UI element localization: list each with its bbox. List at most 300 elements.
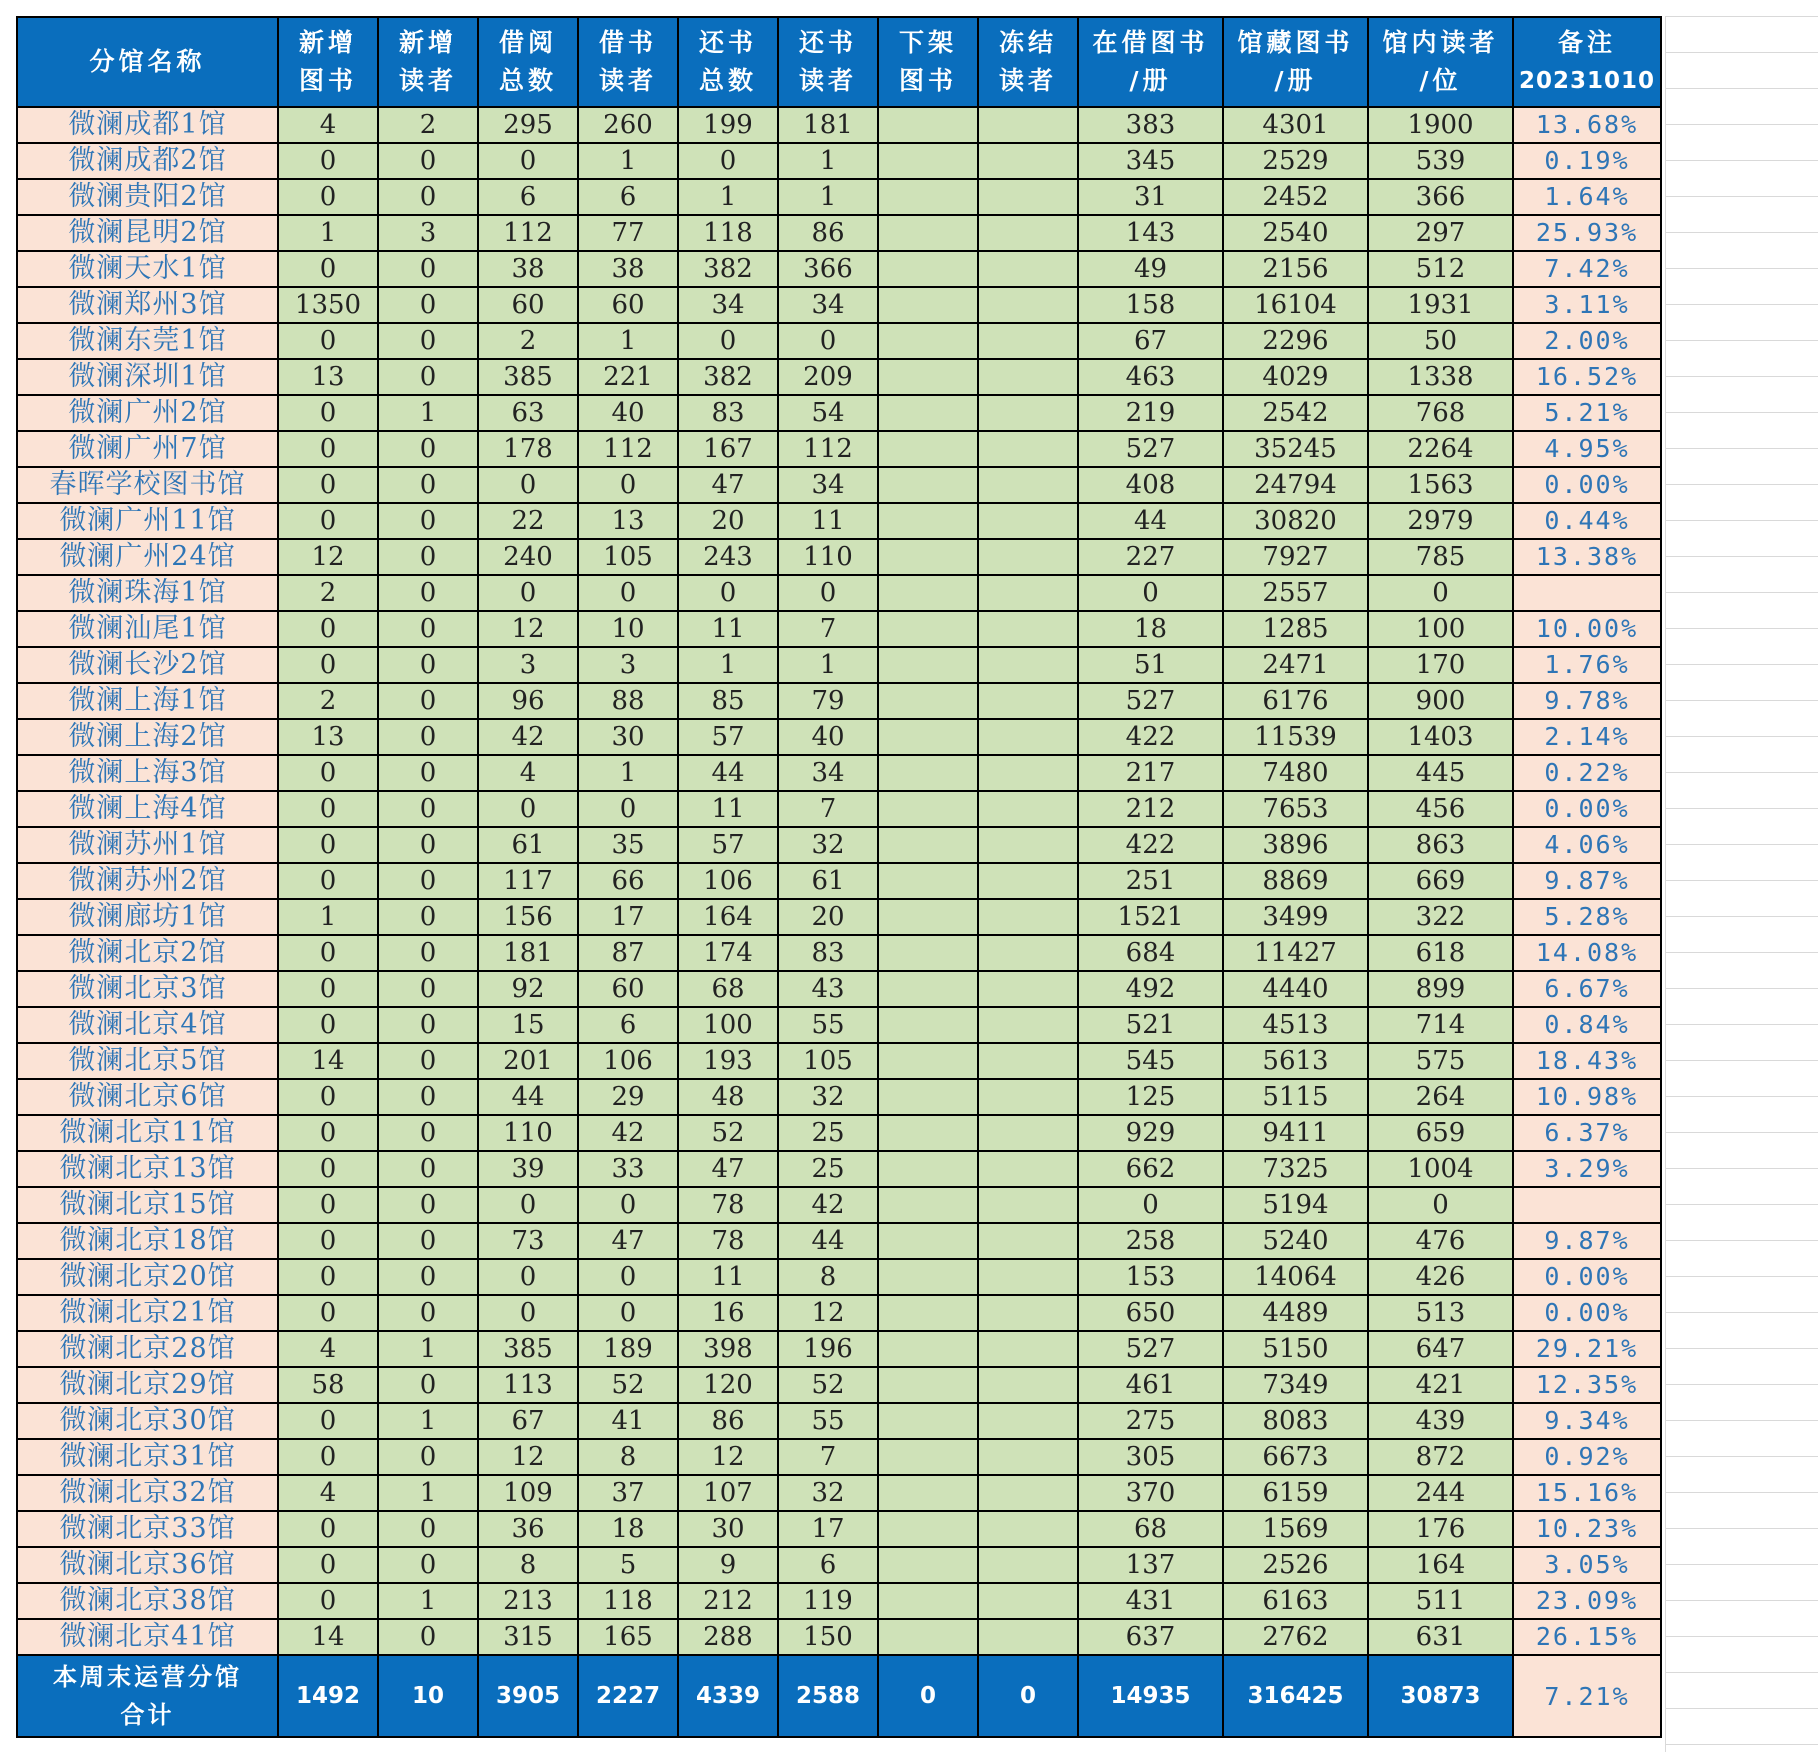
cell-collection[interactable]: 2156 [1223,251,1368,287]
cell-collection[interactable]: 4440 [1223,971,1368,1007]
cell-new-readers[interactable]: 0 [378,863,478,899]
cell-new-books[interactable]: 4 [278,1331,378,1367]
total-collection[interactable]: 316425 [1223,1655,1368,1737]
cell-readers[interactable]: 899 [1368,971,1513,1007]
cell-removed-books[interactable] [878,647,978,683]
cell-frozen-readers[interactable] [978,971,1078,1007]
cell-new-readers[interactable]: 0 [378,1187,478,1223]
cell-removed-books[interactable] [878,179,978,215]
cell-on-loan[interactable]: 408 [1078,467,1223,503]
cell-return-total[interactable]: 0 [678,323,778,359]
cell-return-readers[interactable]: 0 [778,323,878,359]
cell-borrow-readers[interactable]: 33 [578,1151,678,1187]
cell-removed-books[interactable] [878,791,978,827]
cell-frozen-readers[interactable] [978,431,1078,467]
cell-new-books[interactable]: 0 [278,431,378,467]
cell-new-readers[interactable]: 0 [378,287,478,323]
cell-note[interactable]: 23.09% [1513,1583,1661,1619]
cell-note[interactable]: 0.00% [1513,1295,1661,1331]
cell-return-total[interactable]: 174 [678,935,778,971]
cell-note[interactable]: 0.00% [1513,791,1661,827]
cell-borrow-total[interactable]: 295 [478,107,578,143]
cell-return-total[interactable]: 47 [678,1151,778,1187]
cell-borrow-total[interactable]: 240 [478,539,578,575]
cell-return-total[interactable]: 12 [678,1439,778,1475]
cell-note[interactable]: 0.44% [1513,503,1661,539]
cell-name[interactable]: 微澜贵阳2馆 [17,179,278,215]
cell-return-readers[interactable]: 209 [778,359,878,395]
cell-readers[interactable]: 2264 [1368,431,1513,467]
cell-return-total[interactable]: 212 [678,1583,778,1619]
cell-on-loan[interactable]: 422 [1078,827,1223,863]
cell-name[interactable]: 微澜北京41馆 [17,1619,278,1655]
cell-on-loan[interactable]: 137 [1078,1547,1223,1583]
cell-return-readers[interactable]: 110 [778,539,878,575]
cell-borrow-readers[interactable]: 3 [578,647,678,683]
cell-borrow-readers[interactable]: 42 [578,1115,678,1151]
cell-frozen-readers[interactable] [978,287,1078,323]
cell-collection[interactable]: 7653 [1223,791,1368,827]
total-frozen-readers[interactable]: 0 [978,1655,1078,1737]
cell-note[interactable]: 0.92% [1513,1439,1661,1475]
cell-new-books[interactable]: 0 [278,1079,378,1115]
cell-removed-books[interactable] [878,827,978,863]
cell-borrow-total[interactable]: 4 [478,755,578,791]
cell-readers[interactable]: 511 [1368,1583,1513,1619]
cell-collection[interactable]: 5150 [1223,1331,1368,1367]
table-row[interactable] [17,431,1661,467]
table-row[interactable] [17,683,1661,719]
cell-on-loan[interactable]: 1521 [1078,899,1223,935]
cell-new-readers[interactable]: 0 [378,755,478,791]
cell-frozen-readers[interactable] [978,1331,1078,1367]
cell-collection[interactable]: 35245 [1223,431,1368,467]
total-label[interactable] [17,1655,278,1737]
cell-frozen-readers[interactable] [978,575,1078,611]
cell-borrow-total[interactable]: 44 [478,1079,578,1115]
cell-name[interactable]: 微澜北京38馆 [17,1583,278,1619]
cell-new-readers[interactable]: 0 [378,647,478,683]
cell-collection[interactable]: 2452 [1223,179,1368,215]
table-row[interactable] [17,1367,1661,1403]
cell-borrow-total[interactable]: 38 [478,251,578,287]
cell-new-readers[interactable]: 0 [378,1151,478,1187]
cell-collection[interactable]: 4513 [1223,1007,1368,1043]
cell-return-readers[interactable]: 34 [778,287,878,323]
cell-borrow-readers[interactable]: 0 [578,1187,678,1223]
cell-on-loan[interactable]: 217 [1078,755,1223,791]
cell-new-readers[interactable]: 1 [378,1475,478,1511]
cell-borrow-readers[interactable]: 29 [578,1079,678,1115]
cell-frozen-readers[interactable] [978,395,1078,431]
table-row[interactable] [17,719,1661,755]
cell-borrow-total[interactable]: 0 [478,1259,578,1295]
cell-name[interactable]: 微澜上海3馆 [17,755,278,791]
cell-name[interactable]: 微澜北京28馆 [17,1331,278,1367]
cell-readers[interactable]: 439 [1368,1403,1513,1439]
table-row[interactable] [17,1619,1661,1655]
cell-new-books[interactable]: 0 [278,143,378,179]
cell-note[interactable]: 9.87% [1513,1223,1661,1259]
cell-new-readers[interactable]: 0 [378,1295,478,1331]
cell-frozen-readers[interactable] [978,1439,1078,1475]
cell-new-books[interactable]: 0 [278,1403,378,1439]
cell-on-loan[interactable]: 637 [1078,1619,1223,1655]
cell-removed-books[interactable] [878,1439,978,1475]
cell-on-loan[interactable]: 650 [1078,1295,1223,1331]
cell-borrow-total[interactable]: 39 [478,1151,578,1187]
cell-frozen-readers[interactable] [978,1223,1078,1259]
cell-collection[interactable]: 5194 [1223,1187,1368,1223]
cell-name[interactable]: 微澜北京15馆 [17,1187,278,1223]
table-row[interactable] [17,1547,1661,1583]
cell-return-total[interactable]: 0 [678,575,778,611]
cell-on-loan[interactable]: 463 [1078,359,1223,395]
cell-collection[interactable]: 2296 [1223,323,1368,359]
cell-removed-books[interactable] [878,107,978,143]
cell-new-books[interactable]: 1 [278,215,378,251]
cell-return-total[interactable]: 52 [678,1115,778,1151]
cell-frozen-readers[interactable] [978,1511,1078,1547]
cell-note[interactable]: 5.28% [1513,899,1661,935]
cell-collection[interactable]: 7325 [1223,1151,1368,1187]
table-row[interactable] [17,1187,1661,1223]
cell-readers[interactable]: 426 [1368,1259,1513,1295]
cell-name[interactable]: 微澜郑州3馆 [17,287,278,323]
cell-on-loan[interactable]: 49 [1078,251,1223,287]
cell-readers[interactable]: 0 [1368,1187,1513,1223]
cell-return-total[interactable]: 11 [678,1259,778,1295]
cell-collection[interactable]: 5115 [1223,1079,1368,1115]
cell-new-books[interactable]: 0 [278,971,378,1007]
cell-new-books[interactable]: 0 [278,791,378,827]
cell-return-readers[interactable]: 196 [778,1331,878,1367]
cell-borrow-readers[interactable]: 60 [578,287,678,323]
cell-removed-books[interactable] [878,1187,978,1223]
cell-removed-books[interactable] [878,683,978,719]
cell-return-total[interactable]: 11 [678,791,778,827]
cell-frozen-readers[interactable] [978,1475,1078,1511]
table-row[interactable] [17,1151,1661,1187]
cell-collection[interactable]: 16104 [1223,287,1368,323]
cell-return-total[interactable]: 85 [678,683,778,719]
cell-collection[interactable]: 2542 [1223,395,1368,431]
cell-borrow-total[interactable]: 15 [478,1007,578,1043]
cell-name[interactable]: 微澜北京4馆 [17,1007,278,1043]
cell-note[interactable]: 2.14% [1513,719,1661,755]
cell-return-total[interactable]: 106 [678,863,778,899]
cell-borrow-total[interactable]: 0 [478,791,578,827]
cell-removed-books[interactable] [878,251,978,287]
cell-note[interactable]: 3.11% [1513,287,1661,323]
cell-removed-books[interactable] [878,1115,978,1151]
cell-note[interactable]: 4.95% [1513,431,1661,467]
cell-new-readers[interactable]: 0 [378,1439,478,1475]
cell-new-readers[interactable]: 0 [378,971,478,1007]
cell-removed-books[interactable] [878,899,978,935]
cell-return-total[interactable]: 78 [678,1187,778,1223]
cell-name[interactable]: 微澜苏州2馆 [17,863,278,899]
cell-borrow-total[interactable]: 110 [478,1115,578,1151]
cell-collection[interactable]: 8083 [1223,1403,1368,1439]
table-row[interactable] [17,755,1661,791]
cell-readers[interactable]: 170 [1368,647,1513,683]
cell-collection[interactable]: 6159 [1223,1475,1368,1511]
cell-new-readers[interactable]: 0 [378,431,478,467]
cell-return-readers[interactable]: 79 [778,683,878,719]
cell-readers[interactable]: 421 [1368,1367,1513,1403]
cell-collection[interactable]: 11427 [1223,935,1368,971]
cell-borrow-readers[interactable]: 118 [578,1583,678,1619]
total-note[interactable]: 7.21% [1513,1655,1661,1737]
table-row[interactable] [17,827,1661,863]
cell-readers[interactable]: 456 [1368,791,1513,827]
cell-borrow-total[interactable]: 36 [478,1511,578,1547]
cell-name[interactable]: 微澜北京18馆 [17,1223,278,1259]
cell-new-readers[interactable]: 0 [378,323,478,359]
cell-new-readers[interactable]: 0 [378,575,478,611]
cell-new-readers[interactable]: 1 [378,1403,478,1439]
column-header-new-books[interactable] [278,17,378,107]
cell-name[interactable]: 微澜东莞1馆 [17,323,278,359]
cell-name[interactable]: 微澜北京32馆 [17,1475,278,1511]
cell-frozen-readers[interactable] [978,1583,1078,1619]
cell-return-total[interactable]: 1 [678,647,778,683]
cell-on-loan[interactable]: 125 [1078,1079,1223,1115]
cell-readers[interactable]: 176 [1368,1511,1513,1547]
cell-new-readers[interactable]: 3 [378,215,478,251]
cell-return-readers[interactable]: 1 [778,143,878,179]
cell-new-readers[interactable]: 0 [378,1223,478,1259]
cell-collection[interactable]: 3896 [1223,827,1368,863]
table-row[interactable] [17,395,1661,431]
cell-return-readers[interactable]: 32 [778,1079,878,1115]
cell-return-readers[interactable]: 181 [778,107,878,143]
cell-borrow-readers[interactable]: 0 [578,791,678,827]
cell-readers[interactable]: 1338 [1368,359,1513,395]
column-header-branch-name[interactable] [17,17,278,107]
cell-note[interactable]: 9.78% [1513,683,1661,719]
cell-removed-books[interactable] [878,1043,978,1079]
cell-new-books[interactable]: 0 [278,251,378,287]
cell-borrow-readers[interactable]: 47 [578,1223,678,1259]
cell-on-loan[interactable]: 431 [1078,1583,1223,1619]
cell-collection[interactable]: 7927 [1223,539,1368,575]
cell-borrow-readers[interactable]: 0 [578,467,678,503]
cell-new-readers[interactable]: 0 [378,1259,478,1295]
cell-new-books[interactable]: 0 [278,863,378,899]
cell-on-loan[interactable]: 929 [1078,1115,1223,1151]
table-row[interactable] [17,1259,1661,1295]
cell-borrow-total[interactable]: 385 [478,359,578,395]
column-header-note[interactable] [1513,17,1661,107]
cell-note[interactable]: 6.67% [1513,971,1661,1007]
cell-return-total[interactable]: 11 [678,611,778,647]
cell-on-loan[interactable]: 662 [1078,1151,1223,1187]
cell-frozen-readers[interactable] [978,1115,1078,1151]
cell-removed-books[interactable] [878,935,978,971]
cell-name[interactable]: 微澜上海4馆 [17,791,278,827]
cell-name[interactable]: 微澜北京5馆 [17,1043,278,1079]
table-row[interactable] [17,1439,1661,1475]
cell-readers[interactable]: 539 [1368,143,1513,179]
cell-return-total[interactable]: 118 [678,215,778,251]
cell-borrow-readers[interactable]: 38 [578,251,678,287]
cell-frozen-readers[interactable] [978,863,1078,899]
cell-collection[interactable]: 2526 [1223,1547,1368,1583]
cell-return-total[interactable]: 1 [678,179,778,215]
cell-return-readers[interactable]: 112 [778,431,878,467]
cell-readers[interactable]: 264 [1368,1079,1513,1115]
cell-new-books[interactable]: 2 [278,683,378,719]
cell-borrow-total[interactable]: 61 [478,827,578,863]
cell-new-readers[interactable]: 2 [378,107,478,143]
cell-frozen-readers[interactable] [978,323,1078,359]
cell-return-total[interactable]: 382 [678,251,778,287]
cell-collection[interactable]: 6673 [1223,1439,1368,1475]
column-header-new-readers[interactable] [378,17,478,107]
cell-return-readers[interactable]: 54 [778,395,878,431]
column-header-borrow-total[interactable] [478,17,578,107]
cell-borrow-total[interactable]: 213 [478,1583,578,1619]
cell-name[interactable]: 微澜成都1馆 [17,107,278,143]
cell-removed-books[interactable] [878,719,978,755]
cell-new-books[interactable]: 0 [278,1151,378,1187]
cell-readers[interactable]: 1931 [1368,287,1513,323]
cell-readers[interactable]: 659 [1368,1115,1513,1151]
cell-return-readers[interactable]: 40 [778,719,878,755]
cell-removed-books[interactable] [878,575,978,611]
cell-return-total[interactable]: 398 [678,1331,778,1367]
cell-borrow-readers[interactable]: 1 [578,323,678,359]
cell-collection[interactable]: 2471 [1223,647,1368,683]
cell-collection[interactable]: 4029 [1223,359,1368,395]
cell-borrow-readers[interactable]: 0 [578,1259,678,1295]
cell-return-readers[interactable]: 34 [778,467,878,503]
column-header-borrow-readers[interactable] [578,17,678,107]
cell-collection[interactable]: 7349 [1223,1367,1368,1403]
cell-return-total[interactable]: 164 [678,899,778,935]
cell-new-readers[interactable]: 0 [378,1043,478,1079]
cell-note[interactable]: 5.21% [1513,395,1661,431]
table-row[interactable] [17,143,1661,179]
cell-new-books[interactable]: 0 [278,323,378,359]
cell-frozen-readers[interactable] [978,1151,1078,1187]
cell-frozen-readers[interactable] [978,1547,1078,1583]
cell-frozen-readers[interactable] [978,1187,1078,1223]
cell-frozen-readers[interactable] [978,359,1078,395]
cell-borrow-readers[interactable]: 105 [578,539,678,575]
cell-borrow-readers[interactable]: 189 [578,1331,678,1367]
cell-name[interactable]: 微澜天水1馆 [17,251,278,287]
cell-return-total[interactable]: 44 [678,755,778,791]
cell-return-total[interactable]: 16 [678,1295,778,1331]
cell-borrow-readers[interactable]: 221 [578,359,678,395]
cell-note[interactable]: 10.23% [1513,1511,1661,1547]
cell-return-total[interactable]: 288 [678,1619,778,1655]
cell-on-loan[interactable]: 0 [1078,575,1223,611]
cell-note[interactable]: 10.98% [1513,1079,1661,1115]
cell-name[interactable]: 微澜汕尾1馆 [17,611,278,647]
cell-name[interactable]: 微澜广州2馆 [17,395,278,431]
cell-on-loan[interactable]: 527 [1078,1331,1223,1367]
cell-return-readers[interactable]: 7 [778,791,878,827]
cell-borrow-readers[interactable]: 5 [578,1547,678,1583]
cell-borrow-total[interactable]: 12 [478,1439,578,1475]
cell-removed-books[interactable] [878,215,978,251]
cell-collection[interactable]: 9411 [1223,1115,1368,1151]
cell-name[interactable]: 微澜北京11馆 [17,1115,278,1151]
cell-new-books[interactable]: 0 [278,1547,378,1583]
total-readers[interactable]: 30873 [1368,1655,1513,1737]
cell-removed-books[interactable] [878,755,978,791]
cell-borrow-readers[interactable]: 66 [578,863,678,899]
cell-frozen-readers[interactable] [978,1367,1078,1403]
cell-new-readers[interactable]: 0 [378,611,478,647]
cell-collection[interactable]: 14064 [1223,1259,1368,1295]
cell-borrow-total[interactable]: 3 [478,647,578,683]
cell-borrow-readers[interactable]: 6 [578,179,678,215]
cell-name[interactable]: 微澜北京21馆 [17,1295,278,1331]
cell-collection[interactable]: 2529 [1223,143,1368,179]
cell-borrow-total[interactable]: 22 [478,503,578,539]
cell-new-books[interactable]: 2 [278,575,378,611]
cell-on-loan[interactable]: 527 [1078,683,1223,719]
cell-borrow-readers[interactable]: 87 [578,935,678,971]
cell-return-readers[interactable]: 55 [778,1007,878,1043]
cell-removed-books[interactable] [878,287,978,323]
cell-new-books[interactable]: 0 [278,647,378,683]
cell-return-readers[interactable]: 25 [778,1151,878,1187]
cell-collection[interactable]: 7480 [1223,755,1368,791]
cell-removed-books[interactable] [878,1223,978,1259]
cell-return-total[interactable]: 83 [678,395,778,431]
cell-on-loan[interactable]: 305 [1078,1439,1223,1475]
table-row[interactable] [17,1223,1661,1259]
cell-readers[interactable]: 631 [1368,1619,1513,1655]
cell-new-readers[interactable]: 0 [378,143,478,179]
cell-name[interactable]: 微澜北京31馆 [17,1439,278,1475]
cell-collection[interactable]: 2762 [1223,1619,1368,1655]
cell-borrow-total[interactable]: 181 [478,935,578,971]
cell-removed-books[interactable] [878,1511,978,1547]
cell-new-readers[interactable]: 0 [378,251,478,287]
cell-note[interactable]: 7.42% [1513,251,1661,287]
cell-readers[interactable]: 164 [1368,1547,1513,1583]
cell-note[interactable]: 0.22% [1513,755,1661,791]
cell-note[interactable]: 0.19% [1513,143,1661,179]
cell-new-books[interactable]: 0 [278,1115,378,1151]
table-row[interactable] [17,1511,1661,1547]
cell-readers[interactable]: 768 [1368,395,1513,431]
cell-note[interactable]: 9.87% [1513,863,1661,899]
cell-readers[interactable]: 512 [1368,251,1513,287]
cell-borrow-total[interactable]: 0 [478,575,578,611]
cell-removed-books[interactable] [878,1403,978,1439]
cell-return-readers[interactable]: 83 [778,935,878,971]
cell-removed-books[interactable] [878,143,978,179]
table-row[interactable] [17,287,1661,323]
cell-borrow-total[interactable]: 113 [478,1367,578,1403]
cell-new-books[interactable]: 0 [278,1439,378,1475]
cell-readers[interactable]: 2979 [1368,503,1513,539]
cell-removed-books[interactable] [878,503,978,539]
cell-collection[interactable]: 6163 [1223,1583,1368,1619]
table-row[interactable] [17,1079,1661,1115]
cell-return-readers[interactable]: 11 [778,503,878,539]
cell-frozen-readers[interactable] [978,539,1078,575]
total-return-total[interactable]: 4339 [678,1655,778,1737]
